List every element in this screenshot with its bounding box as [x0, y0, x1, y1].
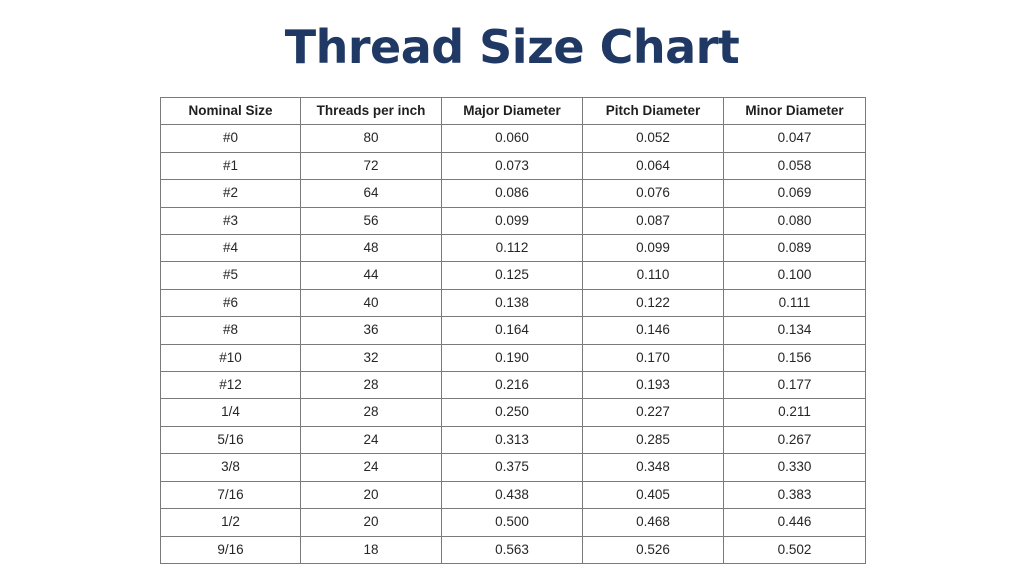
cell-minor-diameter: 0.177: [724, 372, 866, 399]
cell-threads-per-inch: 20: [301, 509, 442, 536]
cell-nominal-size: #4: [161, 235, 301, 262]
cell-pitch-diameter: 0.146: [583, 317, 724, 344]
cell-threads-per-inch: 32: [301, 344, 442, 371]
cell-major-diameter: 0.190: [442, 344, 583, 371]
cell-pitch-diameter: 0.087: [583, 207, 724, 234]
table-row: [161, 207, 866, 234]
cell-pitch-diameter: 0.468: [583, 509, 724, 536]
cell-minor-diameter: 0.330: [724, 454, 866, 481]
cell-threads-per-inch: 64: [301, 180, 442, 207]
cell-major-diameter: 0.438: [442, 481, 583, 508]
table-header: [161, 98, 866, 125]
cell-minor-diameter: 0.383: [724, 481, 866, 508]
cell-major-diameter: 0.563: [442, 536, 583, 563]
table-row: [161, 289, 866, 316]
cell-nominal-size: #12: [161, 372, 301, 399]
cell-major-diameter: 0.099: [442, 207, 583, 234]
cell-major-diameter: 0.313: [442, 426, 583, 453]
cell-pitch-diameter: 0.076: [583, 180, 724, 207]
cell-minor-diameter: 0.058: [724, 152, 866, 179]
table-row: [161, 125, 866, 152]
cell-threads-per-inch: 28: [301, 399, 442, 426]
table-row: [161, 454, 866, 481]
table-row: [161, 372, 866, 399]
cell-nominal-size: 1/4: [161, 399, 301, 426]
cell-nominal-size: #6: [161, 289, 301, 316]
cell-threads-per-inch: 24: [301, 426, 442, 453]
cell-threads-per-inch: 28: [301, 372, 442, 399]
table-row: [161, 317, 866, 344]
cell-nominal-size: 1/2: [161, 509, 301, 536]
table-row: [161, 509, 866, 536]
cell-minor-diameter: 0.134: [724, 317, 866, 344]
cell-major-diameter: 0.250: [442, 399, 583, 426]
cell-nominal-size: 9/16: [161, 536, 301, 563]
cell-threads-per-inch: 72: [301, 152, 442, 179]
cell-pitch-diameter: 0.099: [583, 235, 724, 262]
cell-nominal-size: #1: [161, 152, 301, 179]
cell-nominal-size: #5: [161, 262, 301, 289]
column-header-threads-per-inch: Threads per inch: [301, 98, 442, 125]
cell-nominal-size: #8: [161, 317, 301, 344]
cell-pitch-diameter: 0.170: [583, 344, 724, 371]
page-title: Thread Size Chart: [284, 20, 740, 74]
cell-minor-diameter: 0.100: [724, 262, 866, 289]
cell-minor-diameter: 0.111: [724, 289, 866, 316]
cell-nominal-size: 3/8: [161, 454, 301, 481]
cell-threads-per-inch: 48: [301, 235, 442, 262]
table-row: [161, 262, 866, 289]
thread-size-table: [160, 97, 866, 564]
cell-nominal-size: 7/16: [161, 481, 301, 508]
cell-nominal-size: #0: [161, 125, 301, 152]
cell-nominal-size: 5/16: [161, 426, 301, 453]
cell-threads-per-inch: 20: [301, 481, 442, 508]
cell-pitch-diameter: 0.122: [583, 289, 724, 316]
cell-minor-diameter: 0.267: [724, 426, 866, 453]
cell-major-diameter: 0.138: [442, 289, 583, 316]
cell-threads-per-inch: 24: [301, 454, 442, 481]
table-row: [161, 426, 866, 453]
column-header-pitch-diameter: Pitch Diameter: [583, 98, 724, 125]
table-row: [161, 152, 866, 179]
thread-size-table-container: [160, 97, 865, 564]
cell-pitch-diameter: 0.405: [583, 481, 724, 508]
table-row: [161, 180, 866, 207]
cell-threads-per-inch: 56: [301, 207, 442, 234]
cell-minor-diameter: 0.446: [724, 509, 866, 536]
table-row: [161, 481, 866, 508]
cell-threads-per-inch: 80: [301, 125, 442, 152]
column-header-minor-diameter: Minor Diameter: [724, 98, 866, 125]
table-row: [161, 399, 866, 426]
cell-pitch-diameter: 0.285: [583, 426, 724, 453]
cell-threads-per-inch: 44: [301, 262, 442, 289]
cell-minor-diameter: 0.502: [724, 536, 866, 563]
cell-pitch-diameter: 0.193: [583, 372, 724, 399]
table-header-row: [161, 98, 866, 125]
cell-nominal-size: #3: [161, 207, 301, 234]
cell-minor-diameter: 0.089: [724, 235, 866, 262]
cell-major-diameter: 0.500: [442, 509, 583, 536]
cell-major-diameter: 0.086: [442, 180, 583, 207]
cell-pitch-diameter: 0.052: [583, 125, 724, 152]
cell-major-diameter: 0.060: [442, 125, 583, 152]
cell-pitch-diameter: 0.526: [583, 536, 724, 563]
cell-major-diameter: 0.216: [442, 372, 583, 399]
cell-major-diameter: 0.112: [442, 235, 583, 262]
cell-threads-per-inch: 40: [301, 289, 442, 316]
table-row: [161, 344, 866, 371]
cell-minor-diameter: 0.069: [724, 180, 866, 207]
cell-nominal-size: #10: [161, 344, 301, 371]
cell-minor-diameter: 0.047: [724, 125, 866, 152]
cell-minor-diameter: 0.211: [724, 399, 866, 426]
cell-major-diameter: 0.164: [442, 317, 583, 344]
cell-threads-per-inch: 18: [301, 536, 442, 563]
column-header-nominal-size: Nominal Size: [161, 98, 301, 125]
cell-threads-per-inch: 36: [301, 317, 442, 344]
table-row: [161, 235, 866, 262]
cell-nominal-size: #2: [161, 180, 301, 207]
table-body: [161, 125, 866, 564]
cell-pitch-diameter: 0.064: [583, 152, 724, 179]
table-row: [161, 536, 866, 563]
cell-minor-diameter: 0.156: [724, 344, 866, 371]
cell-minor-diameter: 0.080: [724, 207, 866, 234]
cell-major-diameter: 0.125: [442, 262, 583, 289]
cell-pitch-diameter: 0.348: [583, 454, 724, 481]
cell-pitch-diameter: 0.227: [583, 399, 724, 426]
cell-pitch-diameter: 0.110: [583, 262, 724, 289]
cell-major-diameter: 0.073: [442, 152, 583, 179]
cell-major-diameter: 0.375: [442, 454, 583, 481]
column-header-major-diameter: Major Diameter: [442, 98, 583, 125]
